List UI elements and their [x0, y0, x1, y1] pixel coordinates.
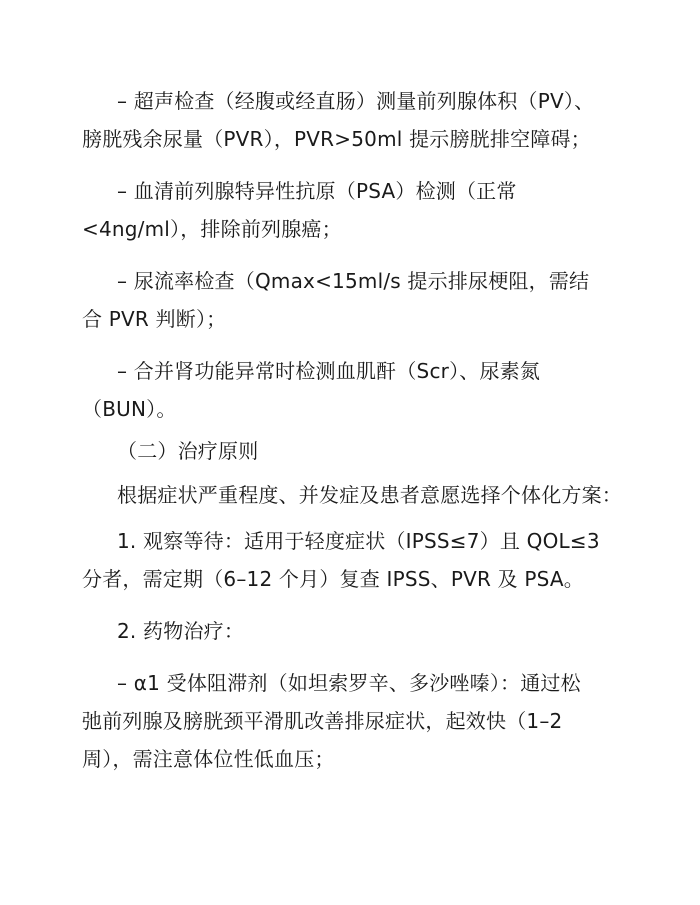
- paragraph-line: <4ng/ml），排除前列腺癌；: [82, 217, 342, 241]
- paragraph-line: 周），需注意体位性低血压；: [82, 747, 335, 771]
- paragraph-uroflow: [82, 262, 622, 338]
- paragraph-line: 弛前列腺及膀胱颈平滑肌改善排尿症状，起效快（1–2: [82, 709, 563, 733]
- section-heading: [82, 432, 622, 470]
- paragraph-line: – 超声检查（经腹或经直肠）测量前列腺体积（PV）、: [117, 89, 595, 113]
- paragraph-line: （BUN）。: [82, 397, 177, 421]
- paragraph-psa: [82, 172, 622, 248]
- paragraph-line: 膀胱残余尿量（PVR），PVR>50ml 提示膀胱排空障碍；: [82, 127, 591, 151]
- paragraph-line: 1. 观察等待：适用于轻度症状（IPSS≤7）且 QOL≤3: [117, 529, 600, 553]
- paragraph-ultrasound: [82, 82, 622, 158]
- paragraph-line: 2. 药物治疗：: [117, 619, 245, 643]
- paragraph-line: – α1 受体阻滞剂（如坦索罗辛、多沙唑嗪）：通过松: [117, 671, 581, 695]
- paragraph-drug-therapy: [82, 612, 622, 650]
- paragraph-line: – 尿流率检查（Qmax<15ml/s 提示排尿梗阻，需结: [117, 269, 590, 293]
- paragraph-line: 根据症状严重程度、并发症及患者意愿选择个体化方案：: [117, 483, 622, 507]
- heading-line: （二）治疗原则: [117, 439, 259, 463]
- paragraph-alpha-blocker: [82, 664, 622, 778]
- paragraph-line: – 合并肾功能异常时检测血肌酐（Scr）、尿素氮: [117, 359, 541, 383]
- paragraph-line: – 血清前列腺特异性抗原（PSA）检测（正常: [117, 179, 517, 203]
- paragraph-renal: [82, 352, 622, 428]
- paragraph-watchful-waiting: [82, 522, 622, 598]
- paragraph-intro: [82, 476, 622, 514]
- paragraph-line: 合 PVR 判断）；: [82, 307, 227, 331]
- paragraph-line: 分者，需定期（6–12 个月）复查 IPSS、PVR 及 PSA。: [82, 567, 585, 591]
